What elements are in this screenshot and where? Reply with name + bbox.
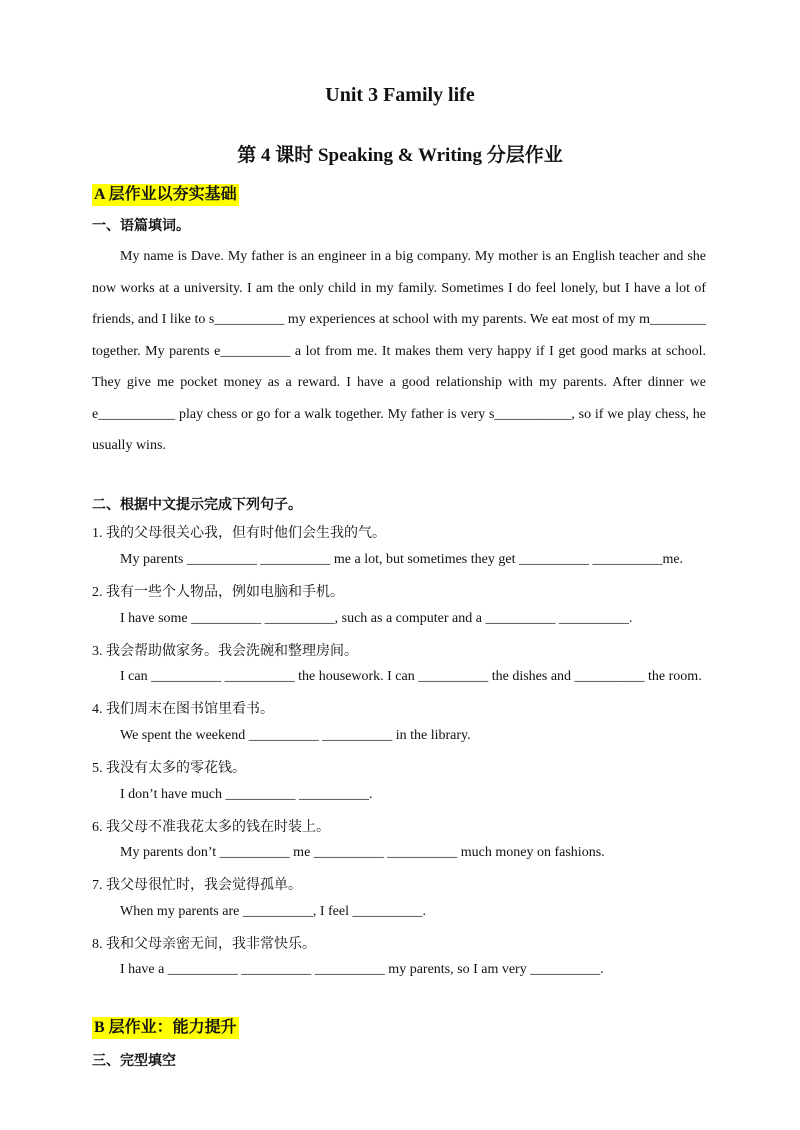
tier-b-label: B 层作业：能力提升	[92, 1017, 239, 1039]
question-8: 8. 我和父母亲密无间，我非常快乐。	[92, 937, 316, 952]
page-subtitle: 第 4 课时 Speaking & Writing 分层作业	[237, 145, 563, 166]
question-2: 2. 我有一些个人物品，例如电脑和手机。	[92, 585, 344, 600]
section1-heading: 一、语篇填词。	[92, 218, 190, 234]
answer-line-4: We spent the weekend __________ __________ in the library.	[120, 728, 471, 743]
answer-line-7: When my parents are __________, I feel __________.	[120, 904, 426, 919]
section1-passage: My name is Dave. My father is an engineer in a big company. My mother is an English teacher and she now works at a university. I am the only child in my family. Sometimes I do feel lonely, but I have a lot of friends, and I like to s__________ my experiences at school with my parents. We eat most of my m________ together. My parents e__________ a lot from me. It makes them very happy if I get good marks at school. They give me pocket money as a reward. I have a good relationship with my parents. After dinner we e___________ play chess or go for a walk together. My father is very s___________, so if we play chess, he usually wins.	[92, 249, 706, 453]
answer-line-5: I don’t have much __________ __________.	[120, 787, 373, 802]
page-title: Unit 3 Family life	[325, 84, 475, 106]
question-4: 4. 我们周末在图书馆里看书。	[92, 702, 274, 717]
question-7: 7. 我父母很忙时，我会觉得孤单。	[92, 878, 302, 893]
question-5: 5. 我没有太多的零花钱。	[92, 761, 246, 776]
answer-line-2: I have some __________ __________, such as a computer and a __________ __________.	[120, 611, 633, 626]
answer-line-6: My parents don’t __________ me __________ __________ much money on fashions.	[120, 845, 605, 860]
answer-line-8: I have a __________ __________ __________ my parents, so I am very __________.	[120, 962, 604, 977]
answer-line-1: My parents __________ __________ me a lot, but sometimes they get __________ __________me.	[120, 552, 684, 567]
answer-line-3: I can __________ __________ the housework. I can __________ the dishes and __________ the room.	[120, 669, 702, 684]
section3-heading: 三、完型填空	[92, 1053, 176, 1069]
question-1: 1. 我的父母很关心我，但有时他们会生我的气。	[92, 526, 386, 541]
tier-a-label: A 层作业以夯实基础	[92, 184, 239, 206]
question-3: 3. 我会帮助做家务。我会洗碗和整理房间。	[92, 644, 358, 659]
section2-heading: 二、根据中文提示完成下列句子。	[92, 497, 302, 513]
question-6: 6. 我父母不准我花太多的钱在时装上。	[92, 820, 330, 835]
